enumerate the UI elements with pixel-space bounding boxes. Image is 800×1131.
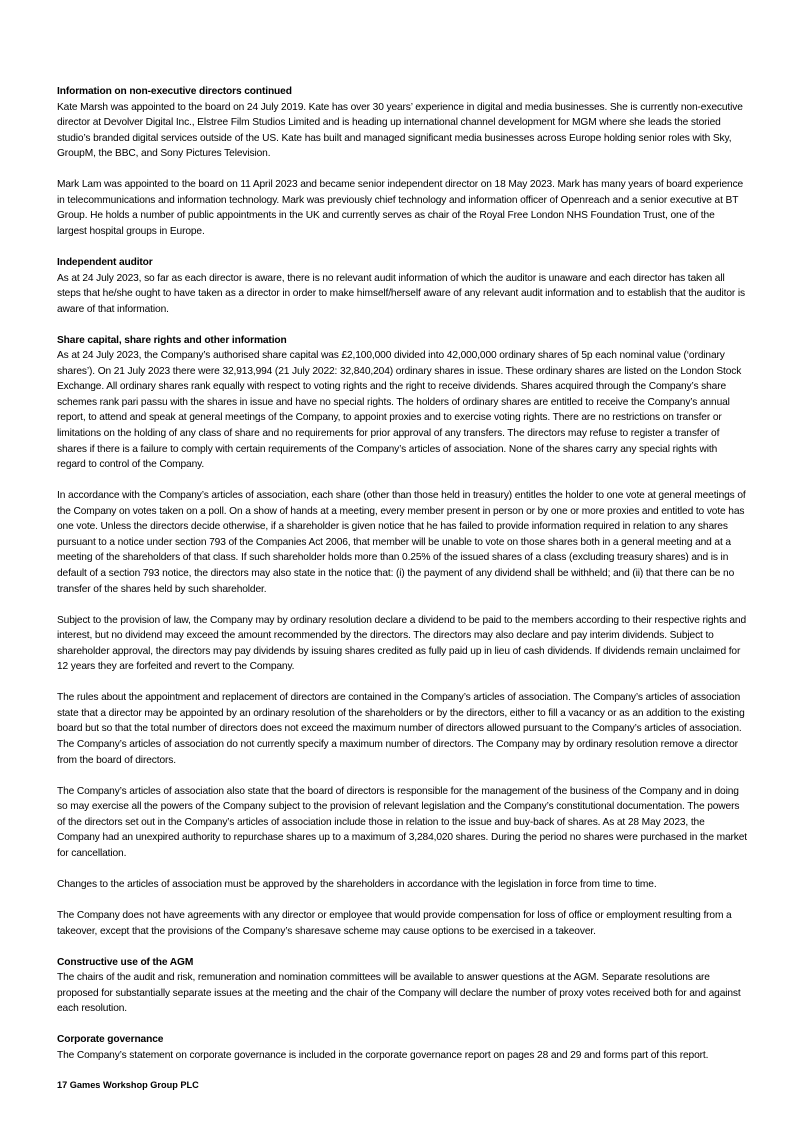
section-share-capital bbox=[57, 333, 747, 939]
paragraph: The Company does not have agreements with any director or employee that would provide compensation for loss of office or employment resulting from a takeover, except that the provisions of the Company’s sharesave scheme may cause options to be exercised in a takeover. bbox=[57, 909, 732, 937]
section-heading: Share capital, share rights and other information bbox=[57, 334, 287, 346]
page-footer: 17 Games Workshop Group PLC bbox=[57, 1080, 199, 1090]
paragraph: As at 24 July 2023, so far as each director is aware, there is no relevant audit information of which the auditor is unaware and each director has taken all steps that he/she ought to have taken as a director in order to make himself/herself aware of any relevant audit information and to establish that the auditor is aware of that information. bbox=[57, 272, 745, 315]
paragraph: Mark Lam was appointed to the board on 11 April 2023 and became senior independent director on 18 May 2023. Mark has many years of board experience in telecommunications and information technology. Mark was previously chief technology and information officer of Openreach and a senior executive at BT Group. He holds a number of public appointments in the UK and currently serves as chair of the Royal Free London NHS Foundation Trust, one of the largest hospital groups in Europe. bbox=[57, 179, 744, 237]
paragraph: The chairs of the audit and risk, remuneration and nomination committees will be available to answer questions at the AGM. Separate resolutions are proposed for substantially separate issues at the meeting and the chair of the Company will declare the number of proxy votes received both for and against each resolution. bbox=[57, 972, 741, 1015]
paragraph: Changes to the articles of association must be approved by the shareholders in accordance with the legislation in force from time to time. bbox=[57, 878, 657, 890]
paragraph: The Company’s statement on corporate governance is included in the corporate governance report on pages 28 and 29 and forms part of this report. bbox=[57, 1049, 709, 1061]
section-independent-auditor bbox=[57, 255, 747, 317]
section-heading: Corporate governance bbox=[57, 1034, 164, 1046]
section-corporate-governance bbox=[57, 1032, 747, 1063]
paragraph: Kate Marsh was appointed to the board on 24 July 2019. Kate has over 30 years’ experience in digital and media businesses. She is currently non-executive director at Devolver Digital Inc., Elstree Film Studios Limited and is heading up international channel development for MGM where she leads the storied studio’s branded digital services outside of the US. Kate has built and managed significant media businesses across Europe holding senior roles with Sky, GroupM, the BBC, and Sony Pictures Television. bbox=[57, 101, 743, 160]
section-heading: Information on non-executive directors continued bbox=[57, 86, 292, 97]
section-nonexec-directors bbox=[57, 84, 747, 239]
section-heading: Constructive use of the AGM bbox=[57, 956, 194, 968]
paragraph: As at 24 July 2023, the Company’s authorised share capital was £2,100,000 divided into 42,000,000 ordinary shares of 5p each nominal value (‘ordinary shares’). On 21 July 2023 there were 32,913,994 (21 July 2022: 32,840,204) ordinary shares in issue. These ordinary shares are listed on the London Stock Exchange. All ordinary shares rank equally with respect to voting rights and the right to receive dividends. Shares acquired through the Company’s share schemes rank pari passu with the shares in issue and have no special rights. The holders of ordinary shares are entitled to receive the Company’s annual report, to attend and speak at general meetings of the Company, to appoint proxies and to exercise voting rights. There are no restrictions on transfer or limitations on the holding of any class of share and no requirements for prior approval of any transfers. The directors may refuse to register a transfer of shares if there is a failure to comply with certain requirements of the Company’s articles of association. None of the shares carry any special rights with regard to control of the Company. bbox=[57, 350, 742, 471]
paragraph: Subject to the provision of law, the Company may by ordinary resolution declare a dividend to be paid to the members according to their respective rights and interest, but no dividend may exceed the amount recommended by the directors. The directors may also declare and pay interim dividends. Subject to shareholder approval, the directors may pay dividends by issuing shares credited as fully paid up in lieu of cash dividends. If dividends remain unclaimed for 12 years they are forfeited and revert to the Company. bbox=[57, 614, 747, 673]
paragraph: The rules about the appointment and replacement of directors are contained in the Company’s articles of association. The Company’s articles of association state that a director may be appointed by an ordinary resolution of the shareholders or by the directors, either to fill a vacancy or as an addition to the existing board but so that the total number of directors does not exceed the maximum number of directors allowed pursuant to the Company’s articles of association. The Company’s articles of association do not currently specify a maximum number of directors. The Company may by ordinary resolution remove a director from the board of directors. bbox=[57, 692, 745, 766]
paragraph: In accordance with the Company’s articles of association, each share (other than those held in treasury) entitles the holder to one vote at general meetings of the Company on votes taken on a poll. On a show of hands at a meeting, every member present in person or by one or more proxies and entitled to vote has one vote. Unless the directors decide otherwise, if a shareholder is given notice that he has failed to provide information required in relation to any shares pursuant to a notice under section 793 of the Companies Act 2006, that member will be unable to vote on those shares both in a general meeting and at a meeting of the shareholders of that class. If such shareholder holds more than 0.25% of the issued shares of a class (excluding treasury shares) and is in default of a section 793 notice, the directors may also state in the notice that: (i) the payment of any dividend shall be withheld; and (ii) that there can be no transfer of the shares held by such shareholder. bbox=[57, 490, 746, 595]
section-heading: Independent auditor bbox=[57, 257, 153, 269]
document-body bbox=[57, 84, 747, 1079]
paragraph: The Company’s articles of association also state that the board of directors is responsible for the management of the business of the Company and in doing so may exercise all the powers of the Company subject to the provision of relevant legislation and the Company’s constitutional documentation. The powers of the directors set out in the Company’s articles of association include those in relation to the issue and buy-back of shares. As at 28 May 2023, the Company had an unexpired authority to repurchase shares up to a maximum of 3,284,020 shares. During the period no shares were purchased in the market for cancellation. bbox=[57, 785, 747, 859]
section-agm bbox=[57, 955, 747, 1017]
